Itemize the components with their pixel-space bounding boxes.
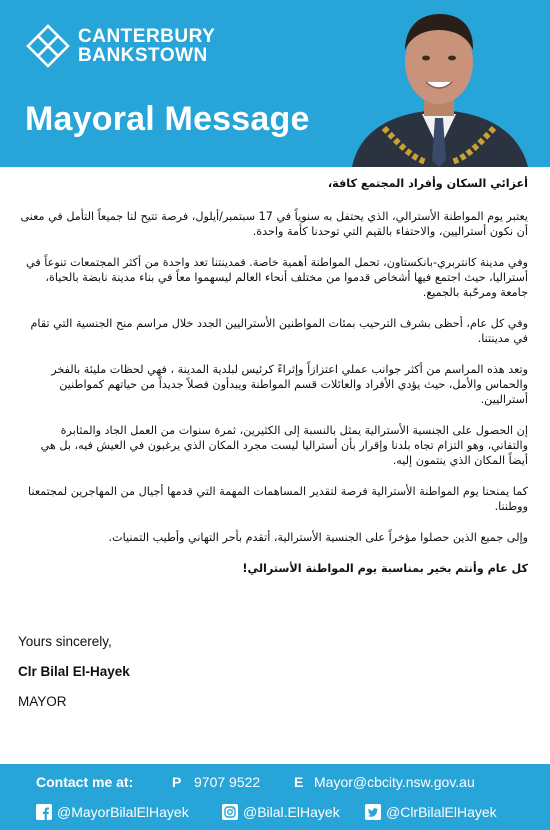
logo-wordmark [78,27,215,65]
facebook-icon [36,804,52,820]
phone-number[interactable]: 9707 9522 [194,774,261,790]
paragraph-6: كما يمنحنا يوم المواطنة الأسترالية فرصة لتقدير المساهمات المهمة التي قدمها أجيال من المهاجرين لمجتمعنا ووطننا. [28,485,528,513]
paragraph-5: إن الحصول على الجنسية الأسترالية يمثل بالنسبة إلى الكثيرين، ثمرة سنوات من العمل الجاد والمثابرة والتفاني، وهو التزام تجاه بلدنا وإقرار بأن أستراليا ليست مجرد المكان الذي يرغبون في العيش فيه، بل هي أيضاً المكان الذي ينتمون إليه. [40,424,528,467]
paragraph-7: وإلى جميع الذين حصلوا مؤخراً على الجنسية الأسترالية، أتقدم بأحر التهاني وأطيب التمنيات. [108,531,528,544]
instagram-link[interactable] [222,804,340,820]
greeting: أعزائي السكان وأفراد المجتمع كافة، [327,177,528,190]
paragraph-3: وفي كل عام، أحظى بشرف الترحيب بمئات المواطنين الأستراليين الجدد خلال مراسم منح الجنسية التي تقام في مدينتنا. [30,317,528,345]
twitter-icon [365,804,381,820]
contact-label: Contact me at: [36,774,134,790]
mayor-portrait [344,0,534,167]
contact-footer [0,764,550,830]
paragraph-4: وتعد هذه المراسم من أكثر جوانب عملي اعتزازاً وإثراءً كرئيس لبلدية المدينة ، فهي لحظات مليئة بالفخر والحماس والأمل، حيث يؤدي الأفراد والعائلات قسم المواطنة ويبدأون فصلاً جديداً من حياتهم كمواطنين أستراليين. [51,363,528,406]
facebook-handle: @MayorBilalElHayek [57,804,189,820]
logo-line-2: BANKSTOWN [78,45,208,66]
mayor-role: MAYOR [18,694,67,709]
phone-prefix: P [172,774,182,790]
header-banner [0,0,550,167]
contact-row [36,774,516,794]
social-row [36,804,526,824]
instagram-icon [222,804,238,820]
paragraph-1: يعتبر يوم المواطنة الأسترالي، الذي يحتفل به سنوياً في 17 سبتمبر/أيلول، فرصة تتيح لنا جميعاً التأمل في معنى أن نكون أستراليين، والاحتفاء بالقيم التي توحدنا كأمة واحدة. [20,210,528,238]
signoff-block [18,634,130,724]
paragraph-2: وفي مدينة كانتربري-بانكستاون، تحمل المواطنة أهمية خاصة. فمدينتنا تعد واحدة من أكثر المجتمعات تنوعاً في أستراليا، حيث اجتمع فيها أشخاص قدموا من مختلف أنحاء العالم ليسهموا معاً في بناء مدينة نابضة بالحياة، جامعة ومرحّبة بالجميع. [26,256,528,299]
logo-line-1: CANTERBURY [78,26,216,47]
email-address[interactable]: Mayor@cbcity.nsw.gov.au [314,774,475,790]
mayor-name: Clr Bilal El-Hayek [18,664,130,679]
letter-body [18,176,528,592]
signoff-line: Yours sincerely, [18,634,112,649]
council-logo [24,22,215,70]
email-prefix: E [294,774,304,790]
twitter-link[interactable] [365,804,497,820]
facebook-link[interactable] [36,804,189,820]
twitter-handle: @ClrBilalElHayek [386,804,497,820]
closing-wish: كل عام وأنتم بخير بمناسبة يوم المواطنة الأسترالي! [242,562,528,575]
cb-logo-icon [24,22,72,70]
instagram-handle: @Bilal.ElHayek [243,804,340,820]
page-title: Mayoral Message [25,100,310,138]
